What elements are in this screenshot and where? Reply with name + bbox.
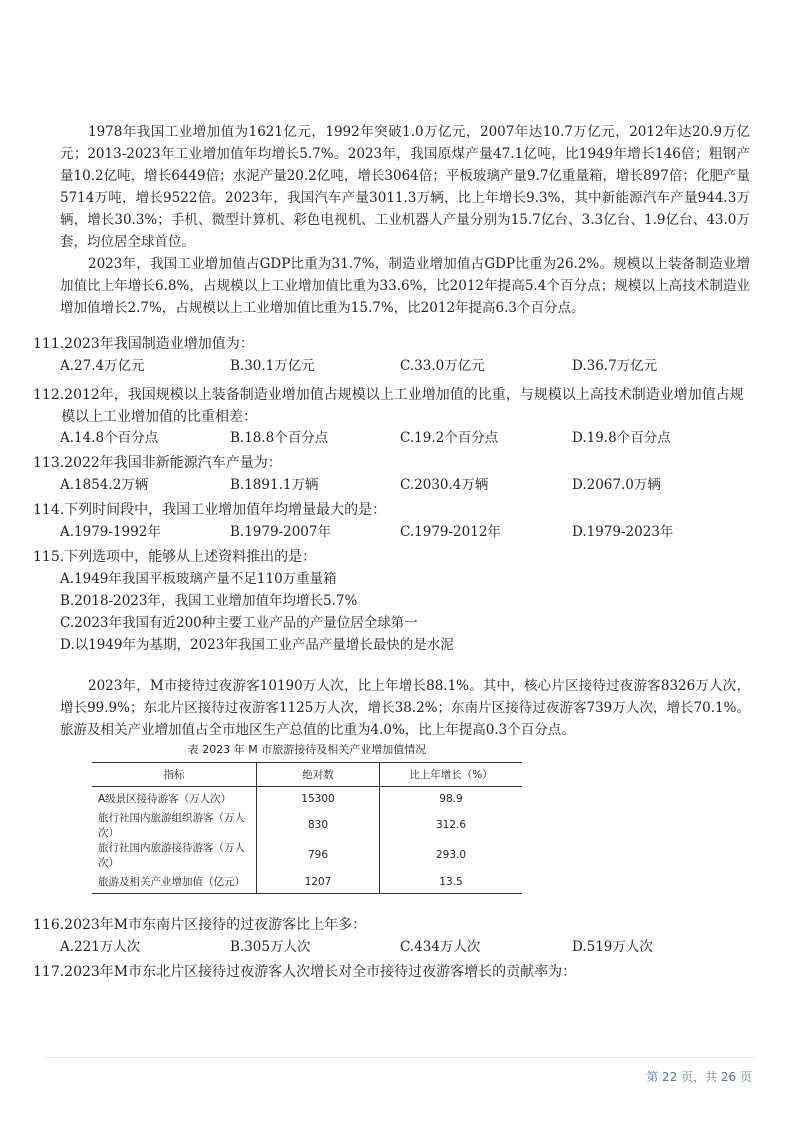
q114-option-c[interactable]: C.1979-2012年 [400,524,501,540]
q114-option-d[interactable]: D.1979-2023年 [572,524,674,540]
passage1-paragraph2: 2023年，我国工业增加值占GDP比重为31.7%，制造业增加值占GDP比重为26.2%。规模以上装备制造业增加值比上年增长6.8%，占规模以上工业增加值比重为33.6%，比2012年提高5.4个百分点；规模以上高技术制造业增加值增长2.7%，占规模以上工业增加值比重为15.7%，比2012年提高6.3个百分点。 [60,256,750,316]
question-112 [33,384,753,428]
table-caption: 表 2023 年 M 市旅游接待及相关产业增加值情况 [187,743,427,756]
table-row [92,787,522,811]
q112-option-d[interactable]: D.19.8个百分点 [572,430,671,446]
table-header-indicator: 指标 [92,763,257,787]
q113-option-b[interactable]: B.1891.1万辆 [230,477,319,493]
q116-option-d[interactable]: D.519万人次 [572,939,653,955]
q116-option-a[interactable]: A.221万人次 [60,939,141,955]
q111-option-b[interactable]: B.30.1万亿元 [230,358,315,374]
table-header-row [92,763,522,787]
q114-option-a[interactable]: A.1979-1992年 [60,524,161,540]
q112-option-a[interactable]: A.14.8个百分点 [60,430,159,446]
passage2-paragraph1: 2023年，M市接待过夜游客10190万人次，比上年增长88.1%。其中，核心片区接待过夜游客8326万人次，增长99.9%；东北片区接待过夜游客1125万人次，增长38.2%；东南片区接待过夜游客739万人次，增长70.1%。旅游及相关产业增加值占全市地区生产总值的比重为4.0%，比上年提高0.3个百分点。 [60,678,750,738]
question-117: 117.2023年M市东北片区接待过夜游客人次增长对全市接待过夜游客增长的贡献率为： [33,964,577,980]
q112-option-b[interactable]: B.18.8个百分点 [230,430,329,446]
table-row [92,870,522,894]
q113-option-c[interactable]: C.2030.4万辆 [400,477,489,493]
question-116: 116.2023年M市东南片区接待的过夜游客比上年多： [33,917,367,933]
q111-option-c[interactable]: C.33.0万亿元 [400,358,485,374]
table-cell: 312.6 [380,810,523,840]
question-113: 113.2022年我国非新能源汽车产量为： [33,455,282,471]
q112-option-c[interactable]: C.19.2个百分点 [400,430,499,446]
table-cell: 796 [257,840,380,870]
table-header-growth: 比上年增长（%） [380,763,523,787]
q116-option-c[interactable]: C.434万人次 [400,939,481,955]
tourism-table [92,762,522,894]
table-cell: 830 [257,810,380,840]
question-114: 114.下列时间段中，我国工业增加值年均增量最大的是： [33,502,387,518]
q111-option-d[interactable]: D.36.7万亿元 [572,358,658,374]
table-row [92,810,522,840]
q115-option-b[interactable]: B.2018-2023年，我国工业增加值年均增长5.7% [60,593,358,609]
q116-option-b[interactable]: B.305万人次 [230,939,311,955]
table-cell: 旅行社国内旅游接待游客（万人次） [98,842,245,869]
table-cell: 1207 [257,870,380,894]
table-cell: 98.9 [380,787,523,811]
q115-option-d[interactable]: D.以1949年为基期，2023年我国工业产品产量增长最快的是水泥 [60,637,454,653]
table-row [92,840,522,870]
q115-option-c[interactable]: C.2023年我国有近200种主要工业产品的产量位居全球第一 [60,615,418,631]
page-number: 第 22 页，共 26 页 [646,1070,752,1084]
q114-option-b[interactable]: B.1979-2007年 [230,524,331,540]
table-cell: 旅行社国内旅游组织游客（万人次） [98,812,245,839]
question-112-stem: 112.2012年，我国规模以上装备制造业增加值占规模以上工业增加值的比重，与规模以上高技术制造业增加值占规模以上工业增加值的比重相差： [33,387,744,425]
q111-option-a[interactable]: A.27.4万亿元 [60,358,145,374]
table-cell: 旅游及相关产业增加值（亿元） [92,870,257,894]
footer-divider [45,1057,755,1058]
question-111: 111.2023年我国制造业增加值为： [33,336,254,352]
q113-option-d[interactable]: D.2067.0万辆 [572,477,661,493]
table-cell: A级景区接待游客（万人次） [98,793,232,805]
table-cell: 13.5 [380,870,523,894]
table-cell: 15300 [257,787,380,811]
table-cell: 293.0 [380,840,523,870]
passage1-paragraph1: 1978年我国工业增加值为1621亿元，1992年突破1.0万亿元，2007年达10.7万亿元，2012年达20.9万亿元；2013-2023年工业增加值年均增长5.7%。2023年，我国原煤产量47.1亿吨，比1949年增长146倍；粗钢产量10.2亿吨，增长6449倍；水泥产量20.2亿吨，增长3064倍；平板玻璃产量9.7亿重量箱，增长897倍；化肥产量5714万吨，增长9522倍。2023年，我国汽车产量3011.3万辆，比上年增长9.3%，其中新能源汽车产量944.3万辆，增长30.3%；手机、微型计算机、彩色电视机、工业机器人产量分别为15.7亿台、3.3亿台、1.9亿台、43.0万套，均位居全球首位。 [60,124,750,250]
q113-option-a[interactable]: A.1854.2万辆 [60,477,149,493]
table-header-absolute: 绝对数 [257,763,380,787]
q115-option-a[interactable]: A.1949年我国平板玻璃产量不足110万重量箱 [60,571,337,587]
question-115: 115.下列选项中，能够从上述资料推出的是： [33,549,317,565]
